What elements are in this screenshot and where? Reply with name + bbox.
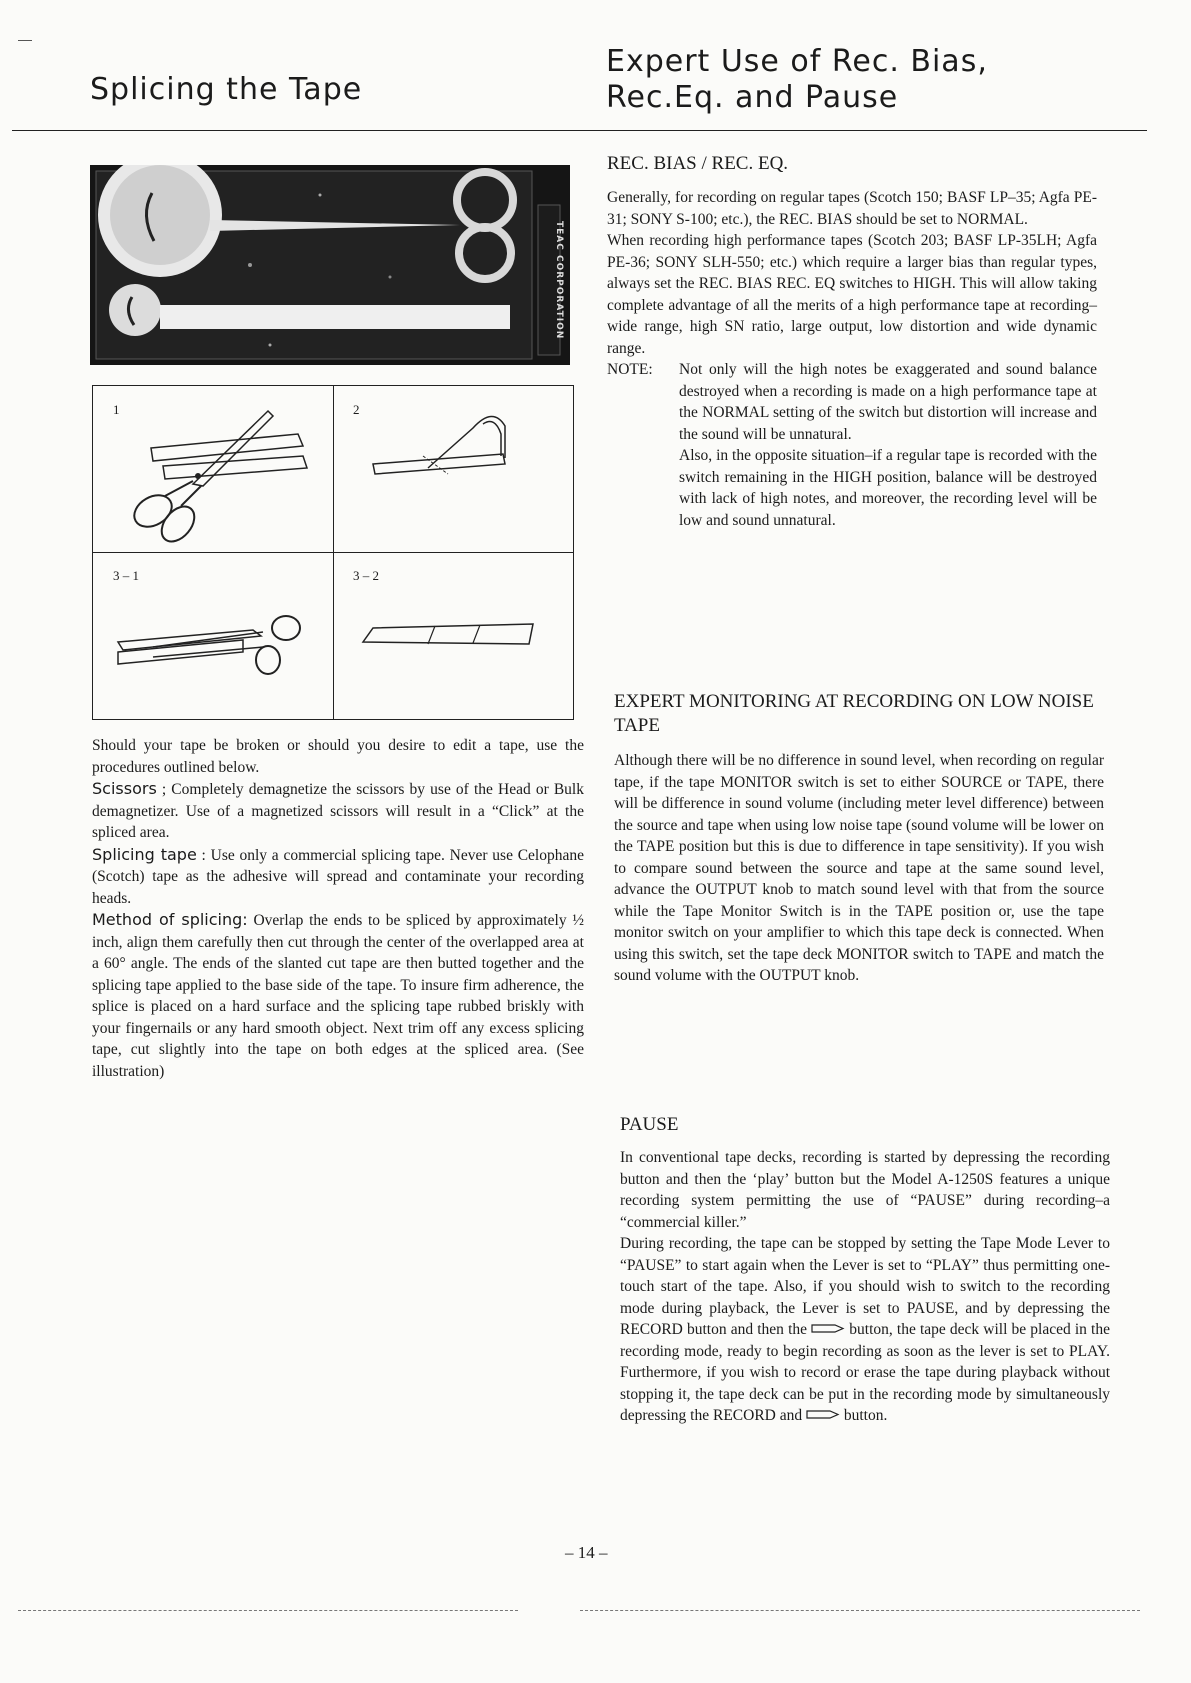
scissors-text: ; Completely demagnetize the scissors by use of the Head or Bulk demagnetizer. Use of a magnetized scissors will result in a “Click” at the spliced area. bbox=[92, 781, 584, 841]
note-para2: Also, in the opposite situation–if a regular tape is recorded with the switch remaining in the HIGH position, balance will be destroyed with lack of high notes, and moreover, the recording level will be low and sound unnatural. bbox=[679, 447, 1097, 529]
scissors-photo bbox=[90, 165, 570, 365]
scissors-crossing-tape-art bbox=[93, 386, 333, 552]
rec-bias-para1: Generally, for recording on regular tapes (Scotch 150; BASF LP–35; Agfa PE-31; SONY S-100; etc.), the REC. BIAS should be set to NORMAL. bbox=[607, 189, 1097, 228]
rec-bias-body bbox=[607, 187, 1097, 531]
play-arrow-icon bbox=[811, 1323, 845, 1334]
splicing-instructions bbox=[92, 735, 584, 1082]
pause-para2-part3: button. bbox=[839, 1407, 888, 1424]
panel-1-number: 1 bbox=[113, 402, 120, 417]
method-paragraph bbox=[92, 909, 584, 1082]
page-title-right bbox=[606, 44, 1166, 116]
splicing-tape-paragraph bbox=[92, 844, 584, 910]
method-term: Method of splicing: bbox=[92, 910, 248, 929]
panel-3-1-number: 3 – 1 bbox=[113, 568, 139, 583]
panel-1 bbox=[93, 386, 333, 552]
note-text bbox=[679, 359, 1097, 531]
scissors-paragraph bbox=[92, 778, 584, 844]
scan-bottom-mark bbox=[580, 1610, 1140, 1611]
panel-3-1 bbox=[93, 552, 333, 718]
scissors-photo-art bbox=[90, 165, 570, 365]
panel-3-2-number: 3 – 2 bbox=[353, 568, 379, 583]
page-title-left: Splicing the Tape bbox=[90, 72, 363, 107]
pause-para1: In conventional tape decks, recording is started by depressing the recording button and then the ‘play’ button but the Model A-1250S features a unique recording system permitting the use of “PAUSE” during recording–a “commercial killer.” bbox=[620, 1149, 1110, 1231]
monitoring-para: Although there will be no difference in sound level, when recording on regular tape, if the tape MONITOR switch is set to either SOURCE or TAPE, there will be difference in sound volume (including meter level difference) between the source and tape when using low noise tape (sound volume will be lower on the TAPE position but this is due to difference in tape sensitivity). If you wish to compare sound between the source and tape at the same sound level, advance the OUTPUT knob to match sound level with that from the source while the Tape Monitor Switch is in the TAPE position or, use the tape monitor switch on your amplifier to which this tape deck is connected. When using this switch, set the tape deck MONITOR switch to TAPE and match the sound volume with the OUTPUT knob. bbox=[614, 752, 1104, 984]
splicing-intro: Should your tape be broken or should you desire to edit a tape, use the procedures outlined below. bbox=[92, 737, 584, 776]
rec-bias-note bbox=[607, 359, 1097, 531]
pause-title: PAUSE bbox=[620, 1114, 679, 1135]
play-arrow-icon bbox=[806, 1409, 840, 1420]
rec-bias-para2: When recording high performance tapes (Scotch 203; BASF LP-35LH; Agfa PE-36; SONY SLH-550; etc.) which require a larger bias than regular types, always set the REC. BIAS REC. EQ switches to HIGH. This will allow taking complete advantage of all the merits of a high performance tape at recording–wide range, high SN ratio, large output, low distortion and wide dynamic range. bbox=[607, 232, 1097, 357]
page-number: – 14 – bbox=[565, 1543, 608, 1562]
splicing-tape-text: : Use only a commercial splicing tape. Never use Celophane (Scotch) tape as the adhesive will spread and contaminate your recording heads. bbox=[92, 846, 584, 907]
monitoring-body bbox=[614, 750, 1104, 987]
panel-2 bbox=[333, 386, 573, 552]
photo-side-label: TEAC CORPORATION bbox=[554, 220, 564, 340]
page-title-right-line1: Expert Use of Rec. Bias, bbox=[606, 44, 988, 79]
panel-2-number: 2 bbox=[353, 402, 360, 417]
scan-mark bbox=[18, 40, 32, 41]
tape-joined-art bbox=[333, 386, 573, 552]
method-text: Overlap the ends to be spliced by approximately ½ inch, align them carefully then cut through the center of the overlapped area at a 60° angle. The ends of the slanted cut tape are then butted together and the splicing tape applied to the base side of the tape. To insure firm adherence, the splice is placed on a hard surface and the splicing tape rubbed briskly with your fingernails or any hard smooth object. Next trim off any excess splicing tape, cut slightly into the tape on both edges at the spliced area. (See illustration) bbox=[92, 912, 584, 1080]
scissors-term: Scissors bbox=[92, 779, 157, 798]
header-rule bbox=[12, 130, 1147, 131]
pause-para2-part1: During recording, the tape can be stopped by setting the Tape Mode Lever to “PAUSE” to start again when the Lever is set to “PLAY” thus permitting one-touch start of the tape. Also, if you should wish to switch to the recording mode during playback, the Lever is set to PAUSE, and by depressing the RECORD button and then the bbox=[620, 1235, 1110, 1338]
scan-bottom-mark bbox=[18, 1610, 518, 1611]
pause-para2 bbox=[620, 1233, 1110, 1427]
panel-3-2 bbox=[333, 552, 573, 718]
splicing-illustration bbox=[92, 385, 574, 720]
pause-body bbox=[620, 1147, 1110, 1427]
monitoring-title: EXPERT MONITORING AT RECORDING ON LOW NOISE TAPE bbox=[614, 691, 1094, 736]
splicing-tape-term: Splicing tape bbox=[92, 844, 197, 864]
pause-para2-part2: button, the tape deck will be placed in the recording mode, ready to begin recording as soon as the lever is set to PLAY. Furthermore, if you wish to record or erase the tape during playback without stopping it, the tape deck can be put in the recording mode by simultaneously depressing the RECORD and bbox=[620, 1321, 1110, 1424]
rec-bias-title: REC. BIAS / REC. EQ. bbox=[607, 153, 789, 174]
page-title-right-line2: Rec.Eq. and Pause bbox=[606, 80, 899, 115]
note-label: NOTE: bbox=[607, 361, 653, 378]
note-para1: Not only will the high notes be exaggerated and sound balance destroyed when a recording is made on a high performance tape at the NORMAL setting of the switch but distortion will increase and the sound will be unnatural. bbox=[679, 361, 1097, 443]
